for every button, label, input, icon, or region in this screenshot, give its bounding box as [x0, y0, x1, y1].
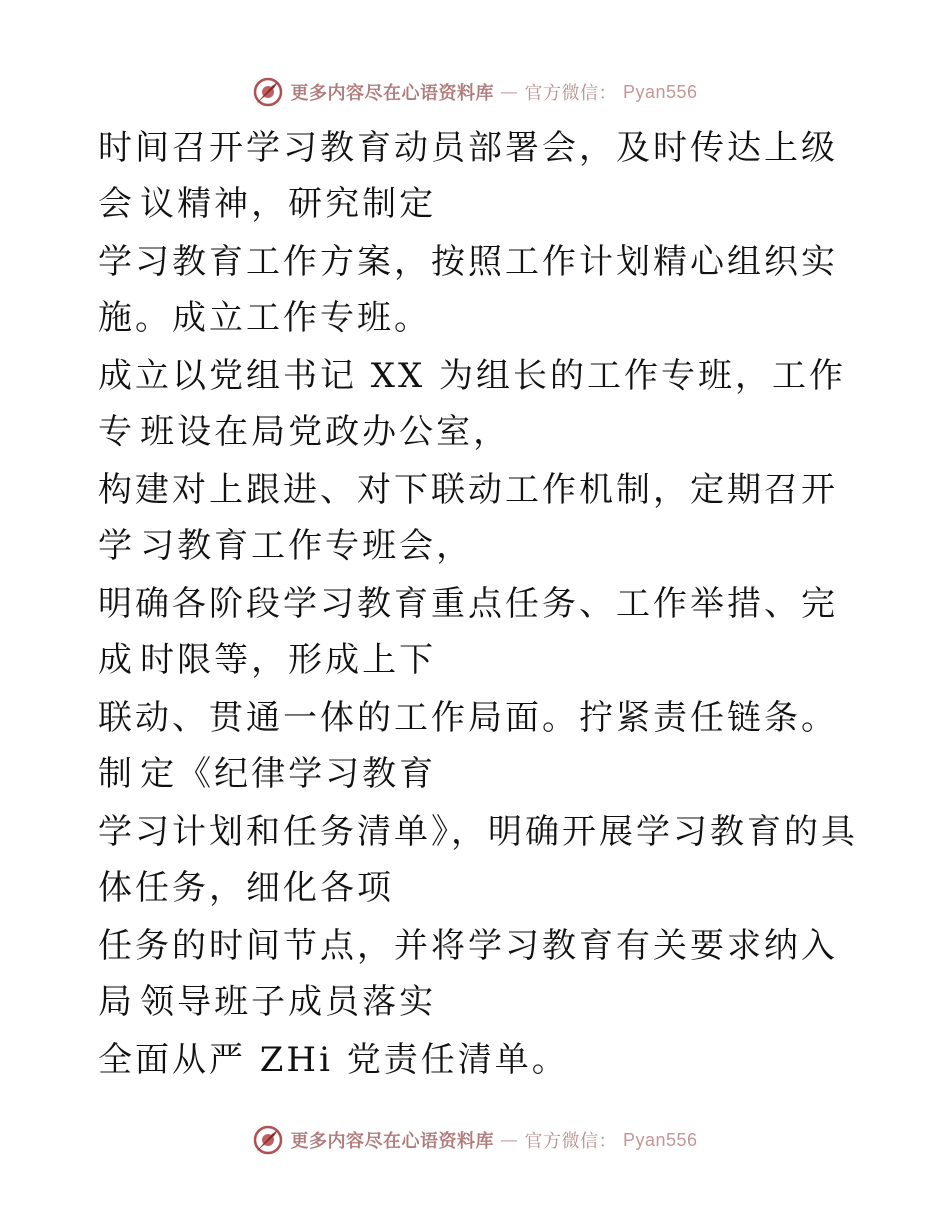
watermark-sub-text: 官方微信：	[524, 1131, 617, 1152]
paragraph	[98, 234, 858, 346]
watermark-main-text: 更多内容尽在心语资料库	[290, 1131, 494, 1152]
text-line: 任务的时间节点，并将学习教育有关要求纳入局	[98, 926, 838, 1022]
document-body	[98, 120, 858, 1090]
watermark-handle: Pyan556	[622, 1129, 698, 1150]
quill-logo-icon	[252, 1124, 284, 1156]
text-line: 施。成立工作专班。	[98, 298, 431, 338]
text-line: 学习教育工作方案，按照工作计划精心组织实	[98, 242, 838, 282]
text-line: 班设在局党政办公室，	[140, 412, 511, 452]
paragraph	[98, 120, 858, 232]
text-line: 联动、贯通一体的工作局面。拧紧责任链条。制	[98, 698, 838, 794]
text-line: 习教育工作专班会，	[140, 526, 474, 566]
paragraph	[98, 576, 858, 688]
paragraph	[98, 918, 858, 1030]
text-line: 全面从严 ZHi 党责任清单。	[98, 1040, 569, 1080]
watermark-handle: Pyan556	[622, 81, 698, 102]
paragraph	[98, 690, 858, 802]
text-line: 明确各阶段学习教育重点任务、工作举措、完成	[98, 584, 838, 680]
paragraph	[98, 804, 858, 916]
text-line: 体任务，细化各项	[98, 868, 394, 908]
text-line: 议精神，研究制定	[140, 184, 437, 224]
text-line: 学习计划和任务清单》，明确开展学习教育的具	[98, 812, 858, 852]
text-line: 构建对上跟进、对下联动工作机制，定期召开学	[98, 470, 838, 566]
watermark-sub-text: 官方微信：	[524, 83, 617, 104]
quill-logo-icon	[252, 76, 284, 108]
text-line: 领导班子成员落实	[140, 982, 437, 1022]
watermark-separator: —	[499, 81, 519, 103]
header-watermark	[0, 72, 950, 112]
footer-watermark	[0, 1120, 950, 1160]
paragraph	[98, 1032, 858, 1088]
text-line: 成立以党组书记 XX 为组长的工作专班，工作专	[98, 356, 847, 452]
watermark-separator: —	[499, 1129, 519, 1151]
watermark-main-text: 更多内容尽在心语资料库	[290, 83, 494, 104]
paragraph	[98, 462, 858, 574]
text-line: 时限等，形成上下	[140, 640, 437, 680]
text-line: 时间召开学习教育动员部署会，及时传达上级会	[98, 128, 838, 224]
paragraph	[98, 348, 858, 460]
text-line: 定《纪律学习教育	[140, 754, 437, 794]
